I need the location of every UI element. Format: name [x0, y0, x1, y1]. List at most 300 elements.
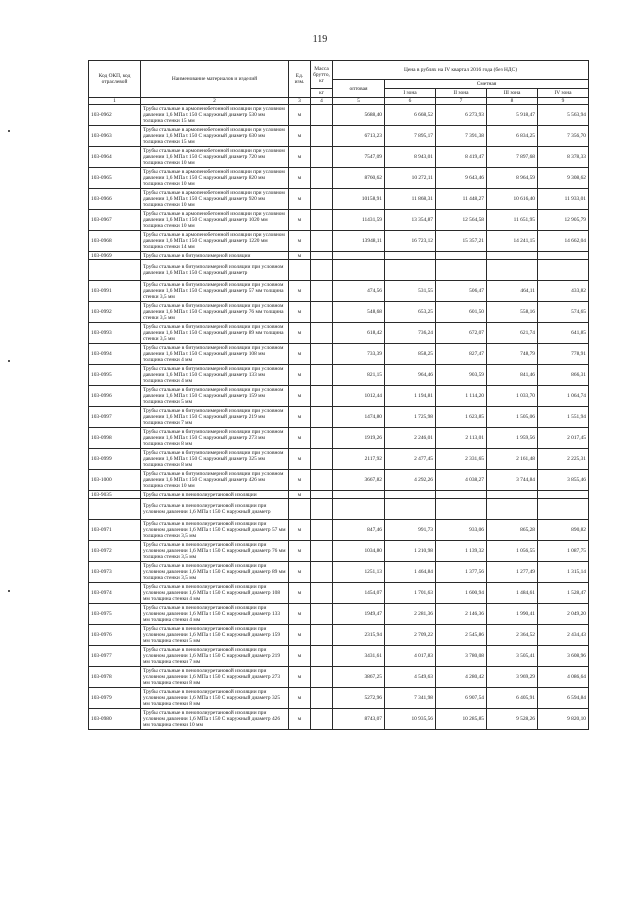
zone-cell: 748,79: [487, 344, 538, 365]
price-cell: 8760,62: [333, 168, 385, 189]
zone-cell: [385, 260, 436, 281]
price-cell: 2315,94: [333, 625, 385, 646]
zone-cell: 1 505,06: [487, 407, 538, 428]
unit-cell: м: [289, 252, 311, 260]
zone-cell: 5 918,47: [487, 105, 538, 126]
zone-cell: 3 780,08: [436, 646, 487, 667]
zone-cell: 2 146,36: [436, 604, 487, 625]
price-cell: 11431,59: [333, 210, 385, 231]
zone-cell: 933,06: [436, 520, 487, 541]
zone-cell: 2 477,45: [385, 449, 436, 470]
zone-cell: 1 033,70: [487, 386, 538, 407]
zone-cell: 3 744,84: [487, 470, 538, 491]
column-index-row: [89, 98, 589, 105]
zone-cell: 3 969,29: [487, 667, 538, 688]
zone-cell: 6 668,52: [385, 105, 436, 126]
zone-cell: 15 357,21: [436, 231, 487, 252]
zone-cell: 865,28: [487, 520, 538, 541]
code-cell: 103-0993: [89, 323, 141, 344]
zone-cell: 1 277,49: [487, 562, 538, 583]
zone-cell: 5 563,94: [538, 105, 589, 126]
category-row: [89, 252, 589, 260]
zone-cell: 827,47: [436, 344, 487, 365]
name-cell: Трубы стальные в битумполимерной изоляции при условном давлении 1,6 МПа t 150 С наружный диаметр 325 мм толщина стенки 8 мм: [141, 449, 289, 470]
code-cell: 103-0979: [89, 688, 141, 709]
zone-cell: 4 086,64: [538, 667, 589, 688]
zone-cell: 2 364,52: [487, 625, 538, 646]
table-row: [89, 604, 589, 625]
zone-cell: 1 623,85: [436, 407, 487, 428]
mass-cell: [311, 365, 333, 386]
zone-cell: 601,50: [436, 302, 487, 323]
unit-cell: м: [289, 189, 311, 210]
unit-cell: м: [289, 470, 311, 491]
name-cell: Трубы стальные в армопенобетонной изоляции при условном давлении 1,6 МПа t 150 С наружный диаметр 820 мм толщина стенки 10 мм: [141, 168, 289, 189]
zone-cell: 11 933,01: [538, 189, 589, 210]
price-cell: 548,68: [333, 302, 385, 323]
zone-cell: 1 484,61: [487, 583, 538, 604]
zone-cell: 574,65: [538, 302, 589, 323]
header-wholesale: оптовая: [333, 80, 385, 98]
zone-cell: [436, 260, 487, 281]
zone-cell: 10 285,85: [436, 709, 487, 730]
zone-cell: 7 356,70: [538, 126, 589, 147]
mass-cell: [311, 562, 333, 583]
code-cell: 103-0973: [89, 562, 141, 583]
zone-cell: [436, 499, 487, 520]
table-row: [89, 562, 589, 583]
zone-cell: [487, 252, 538, 260]
mass-cell: [311, 386, 333, 407]
unit-cell: м: [289, 302, 311, 323]
unit-cell: м: [289, 407, 311, 428]
zone-cell: [385, 499, 436, 520]
price-cell: 2117,92: [333, 449, 385, 470]
zone-cell: 3 608,96: [538, 646, 589, 667]
code-cell: 103-0965: [89, 168, 141, 189]
code-cell: 103-0997: [89, 407, 141, 428]
mass-cell: [311, 583, 333, 604]
header-name: Наименование материалов и изделий: [141, 61, 289, 98]
code-cell: 103-0971: [89, 520, 141, 541]
zone-cell: 7 341,98: [385, 688, 436, 709]
zone-cell: 1 600,94: [436, 583, 487, 604]
zone-cell: [487, 491, 538, 499]
name-cell: Трубы стальные в пенополиуретановой изоляции при условном давлении 1,6 МПа t 150 С наружный диаметр 273 мм толщина стенки 8 мм: [141, 667, 289, 688]
name-cell: Трубы стальные в армопенобетонной изоляции при условном давлении 1,6 МПа t 150 С наружный диаметр 920 мм толщина стенки 10 мм: [141, 189, 289, 210]
mass-cell: [311, 470, 333, 491]
name-cell: Трубы стальные в армопенобетонной изоляции при условном давлении 1,6 МПа t 150 С наружный диаметр 1220 мм толщина стенки 14 мм: [141, 231, 289, 252]
name-cell: Трубы стальные в пенополиуретановой изоляции при условном давлении 1,6 МПа t 150 С наружный диаметр 426 мм толщина стенки 10 мм: [141, 709, 289, 730]
code-cell: 103-0995: [89, 365, 141, 386]
zone-cell: 991,73: [385, 520, 436, 541]
unit-cell: м: [289, 344, 311, 365]
name-cell: Трубы стальные в пенополиуретановой изоляции при условном давлении 1,6 МПа t 150 С наружный диаметр 159 мм толщина стенки 5 мм: [141, 625, 289, 646]
price-cell: 8743,07: [333, 709, 385, 730]
zone-cell: 6 834,25: [487, 126, 538, 147]
unit-cell: м: [289, 168, 311, 189]
mass-cell: [311, 604, 333, 625]
column-index: 5: [333, 98, 385, 105]
code-cell: 103-0978: [89, 667, 141, 688]
zone-cell: 866,31: [538, 365, 589, 386]
name-cell: Трубы стальные в битумполимерной изоляции при условном давлении 1,6 МПа t 150 С наружный диаметр 219 мм толщина стенки 7 мм: [141, 407, 289, 428]
name-cell: Трубы стальные в пенополиуретановой изоляции при условном давлении 1,6 МПа t 150 С наружный диаметр 325 мм толщина стенки 8 мм: [141, 688, 289, 709]
name-cell: Трубы стальные в битумполимерной изоляции при условном давлении 1,6 МПа t 150 С наружный диаметр 273 мм толщина стенки 8 мм: [141, 428, 289, 449]
zone-cell: 2 709,22: [385, 625, 436, 646]
price-cell: [333, 260, 385, 281]
code-cell: 103-0966: [89, 189, 141, 210]
mass-cell: [311, 667, 333, 688]
zone-cell: 653,25: [385, 302, 436, 323]
table-row: [89, 126, 589, 147]
header-zone: I зона: [385, 89, 436, 98]
header-zone: III зона: [487, 89, 538, 98]
zone-cell: 1 464,84: [385, 562, 436, 583]
table-row: [89, 499, 589, 520]
column-index: 6: [385, 98, 436, 105]
mass-cell: [311, 260, 333, 281]
zone-cell: 641,85: [538, 323, 589, 344]
zone-cell: 7 897,68: [487, 147, 538, 168]
code-cell: 103-0972: [89, 541, 141, 562]
zone-cell: 2 017,45: [538, 428, 589, 449]
mass-cell: [311, 210, 333, 231]
scan-mark: [8, 360, 10, 362]
mass-cell: [311, 126, 333, 147]
zone-cell: 6 273,93: [436, 105, 487, 126]
zone-cell: 3 505,41: [487, 646, 538, 667]
zone-cell: [436, 252, 487, 260]
table-row: [89, 323, 589, 344]
code-cell: 103-0964: [89, 147, 141, 168]
zone-cell: 8 378,33: [538, 147, 589, 168]
table-row: [89, 428, 589, 449]
zone-cell: 11 448,27: [436, 189, 487, 210]
price-cell: 5688,40: [333, 105, 385, 126]
zone-cell: 531,55: [385, 281, 436, 302]
price-cell: 1454,07: [333, 583, 385, 604]
name-cell: Трубы стальные в пенополиуретановой изоляции при условном давлении 1,6 МПа t 150 С наружный диаметр 89 мм толщина стенки 3,5 мм: [141, 562, 289, 583]
price-cell: 821,15: [333, 365, 385, 386]
zone-cell: 7 391,38: [436, 126, 487, 147]
zone-cell: 4 549,63: [385, 667, 436, 688]
table-row: [89, 646, 589, 667]
code-cell: 103-0962: [89, 105, 141, 126]
name-cell: Трубы стальные в пенополиуретановой изоляции при условном давлении 1,6 МПа t 150 С наружный диаметр 57 мм толщина стенки 3,5 мм: [141, 520, 289, 541]
price-cell: 1949,47: [333, 604, 385, 625]
name-cell: Трубы стальные в битумполимерной изоляции при условном давлении 1,6 МПа t 150 С наружный диаметр: [141, 260, 289, 281]
code-cell: 103-1000: [89, 470, 141, 491]
zone-cell: 2 161,48: [487, 449, 538, 470]
code-cell: 103-0977: [89, 646, 141, 667]
price-cell: 847,46: [333, 520, 385, 541]
mass-cell: [311, 231, 333, 252]
zone-cell: 4 280,42: [436, 667, 487, 688]
scan-mark: [8, 130, 10, 132]
zone-cell: 10 272,11: [385, 168, 436, 189]
zone-cell: 621,74: [487, 323, 538, 344]
price-cell: 5272,96: [333, 688, 385, 709]
mass-cell: [311, 491, 333, 499]
mass-cell: [311, 625, 333, 646]
header-code: Код ОКП, код отраслевой: [89, 61, 141, 98]
unit-cell: м: [289, 604, 311, 625]
table-row: [89, 231, 589, 252]
mass-cell: [311, 646, 333, 667]
zone-cell: 2 113,01: [436, 428, 487, 449]
header-estimate: Сметная: [385, 80, 589, 89]
column-index: 1: [89, 98, 141, 105]
price-cell: 7547,09: [333, 147, 385, 168]
table-row: [89, 344, 589, 365]
zone-cell: 1 725,98: [385, 407, 436, 428]
code-cell: 103-0994: [89, 344, 141, 365]
zone-cell: 11 868,31: [385, 189, 436, 210]
zone-cell: 12 564,58: [436, 210, 487, 231]
zone-cell: 10 616,40: [487, 189, 538, 210]
price-cell: 1474,80: [333, 407, 385, 428]
price-cell: 3867,25: [333, 667, 385, 688]
zone-cell: 6 405,91: [487, 688, 538, 709]
name-cell: Трубы стальные в пенополиуретановой изоляции при условном давлении 1,6 МПа t 150 С наружный диаметр 219 мм толщина стенки 7 мм: [141, 646, 289, 667]
name-cell: Трубы стальные в пенополиуретановой изоляции при условном давлении 1,6 МПа t 150 С наружный диаметр 76 мм толщина стенки 3,5 мм: [141, 541, 289, 562]
zone-cell: [487, 499, 538, 520]
table-row: [89, 520, 589, 541]
mass-cell: [311, 407, 333, 428]
zone-cell: 10 935,56: [385, 709, 436, 730]
table-row: [89, 189, 589, 210]
column-index: 4: [311, 98, 333, 105]
price-cell: [333, 252, 385, 260]
column-index: 8: [487, 98, 538, 105]
zone-cell: [538, 252, 589, 260]
unit-cell: м: [289, 562, 311, 583]
zone-cell: 841,46: [487, 365, 538, 386]
zone-cell: 4 038,27: [436, 470, 487, 491]
name-cell: Трубы стальные в битумполимерной изоляции при условном давлении 1,6 МПа t 150 С наружный диаметр 76 мм толщина стенки 3,5 мм: [141, 302, 289, 323]
unit-cell: м: [289, 126, 311, 147]
mass-cell: [311, 541, 333, 562]
zone-cell: [487, 260, 538, 281]
mass-cell: [311, 281, 333, 302]
name-cell: Трубы стальные в армопенобетонной изоляции при условном давлении 1,6 МПа t 150 С наружный диаметр 1020 мм толщина стенки 10 мм: [141, 210, 289, 231]
unit-cell: м: [289, 147, 311, 168]
table-row: [89, 541, 589, 562]
zone-cell: 9 643,46: [436, 168, 487, 189]
unit-cell: м: [289, 428, 311, 449]
zone-cell: [385, 491, 436, 499]
table-row: [89, 407, 589, 428]
unit-cell: м: [289, 667, 311, 688]
unit-cell: м: [289, 386, 311, 407]
unit-cell: м: [289, 520, 311, 541]
table-row: [89, 625, 589, 646]
unit-cell: м: [289, 688, 311, 709]
zone-cell: 2 225,31: [538, 449, 589, 470]
zone-cell: 9 308,62: [538, 168, 589, 189]
zone-cell: 14 241,15: [487, 231, 538, 252]
header-zone: II зона: [436, 89, 487, 98]
price-cell: 618,42: [333, 323, 385, 344]
zone-cell: 558,16: [487, 302, 538, 323]
zone-cell: 903,59: [436, 365, 487, 386]
mass-cell: [311, 344, 333, 365]
zone-cell: 8 419,47: [436, 147, 487, 168]
zone-cell: 1 528,47: [538, 583, 589, 604]
zone-cell: 506,47: [436, 281, 487, 302]
zone-cell: 9 820,10: [538, 709, 589, 730]
unit-cell: [289, 260, 311, 281]
code-cell: [89, 260, 141, 281]
mass-cell: [311, 147, 333, 168]
table-row: [89, 302, 589, 323]
zone-cell: 1 064,74: [538, 386, 589, 407]
name-cell: Трубы стальные в пенополиуретановой изоляции при условном давлении 1,6 МПа t 150 С наружный диаметр: [141, 499, 289, 520]
price-cell: 1251,13: [333, 562, 385, 583]
zone-cell: 1 087,75: [538, 541, 589, 562]
table-row: [89, 583, 589, 604]
mass-cell: [311, 189, 333, 210]
zone-cell: 433,82: [538, 281, 589, 302]
name-cell: Трубы стальные в армопенобетонной изоляции при условном давлении 1,6 МПа t 150 С наружный диаметр 530 мм толщина стенки 15 мм: [141, 105, 289, 126]
unit-cell: м: [289, 709, 311, 730]
code-cell: 103-0968: [89, 231, 141, 252]
unit-cell: м: [289, 210, 311, 231]
code-cell: 103-0998: [89, 428, 141, 449]
zone-cell: 464,11: [487, 281, 538, 302]
price-table: [88, 60, 589, 730]
zone-cell: 8 964,59: [487, 168, 538, 189]
zone-cell: 4 292,26: [385, 470, 436, 491]
zone-cell: 14 662,04: [538, 231, 589, 252]
column-index: 2: [141, 98, 289, 105]
code-cell: 103-0976: [89, 625, 141, 646]
table-row: [89, 709, 589, 730]
zone-cell: 16 723,12: [385, 231, 436, 252]
zone-cell: 1 701,63: [385, 583, 436, 604]
table-row: [89, 386, 589, 407]
code-cell: [89, 499, 141, 520]
zone-cell: 2 281,36: [385, 604, 436, 625]
price-cell: 13948,11: [333, 231, 385, 252]
name-cell: Трубы стальные в битумполимерной изоляции при условном давлении 1,6 МПа t 150 С наружный диаметр 133 мм толщина стенки 4 мм: [141, 365, 289, 386]
zone-cell: 2 545,86: [436, 625, 487, 646]
name-cell: Трубы стальные в пенополиуретановой изоляции при условном давлении 1,6 МПа t 150 С наружный диаметр 108 мм толщина стенки 4 мм: [141, 583, 289, 604]
unit-cell: м: [289, 365, 311, 386]
price-cell: 10158,91: [333, 189, 385, 210]
header-mass: Масса брутто, кг: [311, 61, 333, 89]
name-cell: Трубы стальные в битумполимерной изоляции при условном давлении 1,6 МПа t 150 С наружный диаметр 426 мм толщина стенки 10 мм: [141, 470, 289, 491]
zone-cell: 7 895,17: [385, 126, 436, 147]
code-cell: 103-9035: [89, 491, 141, 499]
name-cell: Трубы стальные в пенополиуретановой изоляции при условном давлении 1,6 МПа t 150 С наружный диаметр 133 мм толщина стенки 4 мм: [141, 604, 289, 625]
price-cell: 733,39: [333, 344, 385, 365]
table-row: [89, 470, 589, 491]
code-cell: 103-0991: [89, 281, 141, 302]
zone-cell: 3 855,46: [538, 470, 589, 491]
zone-cell: 2 246,01: [385, 428, 436, 449]
table-row: [89, 210, 589, 231]
price-cell: 1919,26: [333, 428, 385, 449]
zone-cell: [385, 252, 436, 260]
price-cell: [333, 491, 385, 499]
header-zone: IV зона: [538, 89, 589, 98]
code-cell: 103-0975: [89, 604, 141, 625]
zone-cell: 1 959,56: [487, 428, 538, 449]
zone-cell: 2 049,20: [538, 604, 589, 625]
zone-cell: 2 331,65: [436, 449, 487, 470]
unit-cell: м: [289, 646, 311, 667]
scan-mark: [8, 590, 10, 592]
mass-cell: [311, 302, 333, 323]
price-cell: 1012,44: [333, 386, 385, 407]
mass-cell: [311, 499, 333, 520]
unit-cell: м: [289, 449, 311, 470]
price-cell: 3431,61: [333, 646, 385, 667]
zone-cell: 1 139,32: [436, 541, 487, 562]
zone-cell: 1 377,56: [436, 562, 487, 583]
zone-cell: 1 990,41: [487, 604, 538, 625]
zone-cell: 1 056,55: [487, 541, 538, 562]
mass-cell: [311, 449, 333, 470]
zone-cell: 9 528,26: [487, 709, 538, 730]
category-row: [89, 491, 589, 499]
price-cell: 1034,80: [333, 541, 385, 562]
code-cell: 103-0963: [89, 126, 141, 147]
header-unit: Ед. изм.: [289, 61, 311, 98]
zone-cell: 11 651,95: [487, 210, 538, 231]
mass-cell: [311, 709, 333, 730]
table-row: [89, 105, 589, 126]
zone-cell: 2 434,43: [538, 625, 589, 646]
unit-cell: м: [289, 583, 311, 604]
table-row: [89, 260, 589, 281]
zone-cell: [538, 491, 589, 499]
unit-cell: м: [289, 491, 311, 499]
mass-cell: [311, 168, 333, 189]
table-row: [89, 667, 589, 688]
unit-cell: [289, 499, 311, 520]
price-cell: 474,56: [333, 281, 385, 302]
code-cell: 103-0969: [89, 252, 141, 260]
unit-cell: м: [289, 541, 311, 562]
table-row: [89, 449, 589, 470]
zone-cell: 1 551,94: [538, 407, 589, 428]
mass-cell: [311, 323, 333, 344]
mass-cell: [311, 428, 333, 449]
zone-cell: 4 017,83: [385, 646, 436, 667]
price-cell: 6713,23: [333, 126, 385, 147]
mass-cell: [311, 520, 333, 541]
mass-cell: [311, 105, 333, 126]
unit-cell: м: [289, 231, 311, 252]
table-row: [89, 688, 589, 709]
zone-cell: 778,91: [538, 344, 589, 365]
zone-cell: 1 315,14: [538, 562, 589, 583]
name-cell: Трубы стальные в битумполимерной изоляции при условном давлении 1,6 МПа t 150 С наружный диаметр 89 мм толщина стенки 3,5 мм: [141, 323, 289, 344]
unit-cell: м: [289, 105, 311, 126]
zone-cell: 736,24: [385, 323, 436, 344]
column-index: 7: [436, 98, 487, 105]
code-cell: 103-0967: [89, 210, 141, 231]
code-cell: 103-0992: [89, 302, 141, 323]
table-row: [89, 365, 589, 386]
unit-cell: м: [289, 625, 311, 646]
zone-cell: [538, 499, 589, 520]
zone-cell: 1 194,81: [385, 386, 436, 407]
zone-cell: 1 114,20: [436, 386, 487, 407]
